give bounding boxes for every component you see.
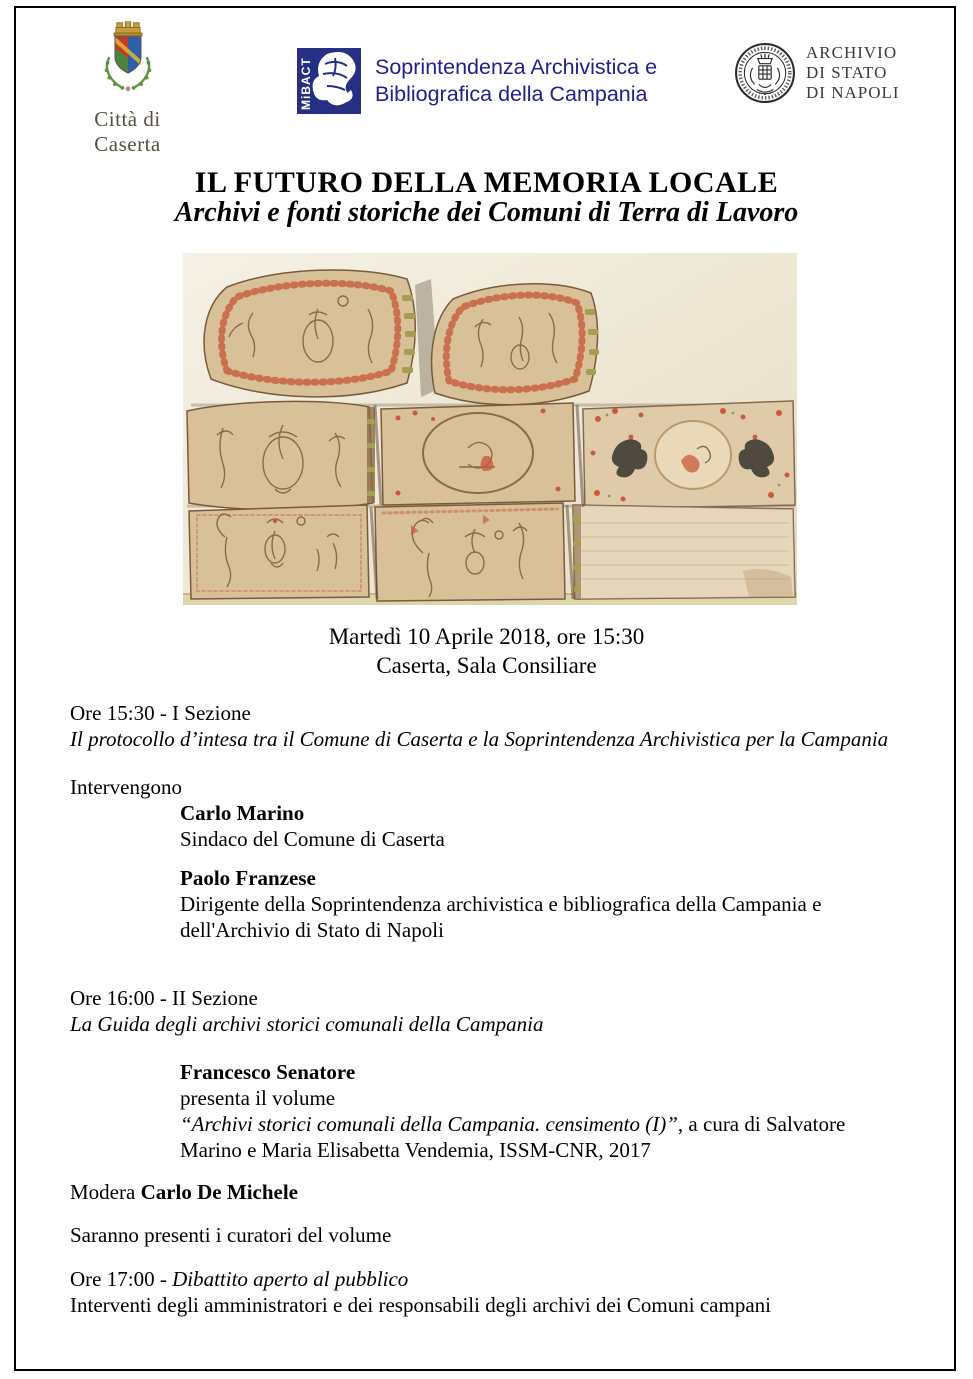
speaker-1-role: Sindaco del Comune di Caserta <box>180 827 445 851</box>
speaker-2 <box>180 865 906 943</box>
book-top-right <box>432 284 599 405</box>
archivio-di-stato-logo <box>734 42 900 104</box>
event-location: Caserta, Sala Consiliare <box>376 653 597 678</box>
archivio-line3: DI NAPOLI <box>806 83 900 102</box>
volume-credits: , a cura di Salvatore Marino e Maria Elisabetta Vendemia, ISSM-CNR, 2017 <box>180 1112 846 1162</box>
book-top-left <box>204 270 416 397</box>
moderator-line <box>70 1179 906 1205</box>
moderator-name: Carlo De Michele <box>140 1180 299 1204</box>
speaker-2-name: Paolo Franzese <box>180 866 316 890</box>
archivio-line1: ARCHIVIO <box>806 43 898 62</box>
mibact-org-name <box>375 54 657 108</box>
book-mid-left <box>187 401 375 509</box>
section-2-topic: La Guida degli archivi storici comunali della Campania <box>70 1012 544 1036</box>
mibact-logo <box>297 48 657 114</box>
event-title: IL FUTURO DELLA MEMORIA LOCALE <box>194 166 779 199</box>
archive-books-photo <box>183 253 797 605</box>
caserta-logo <box>60 20 195 157</box>
section-1-heading: Ore 15:30 - I Sezione <box>70 701 251 725</box>
section-2-heading: Ore 16:00 - II Sezione <box>70 986 258 1010</box>
org-name-line2: Bibliografica della Campania <box>375 82 648 106</box>
archivio-seal-icon <box>734 42 796 104</box>
archivio-label <box>806 43 900 103</box>
mibact-icon <box>297 48 361 114</box>
event-when-block <box>0 622 973 680</box>
speaker-2-role: Dirigente della Soprintendenza archivistica e bibliografica della Campania e dell'Archivio di Stato di Napoli <box>180 892 822 942</box>
section-3-heading <box>70 1266 906 1292</box>
program <box>70 700 906 1318</box>
org-name-line1: Soprintendenza Archivistica e <box>375 55 658 79</box>
volume-line <box>180 1111 906 1163</box>
speaker-1-name: Carlo Marino <box>180 801 305 825</box>
book-mid-right <box>583 401 795 509</box>
intervengono-label: Intervengono <box>70 775 182 799</box>
book-bottom-left <box>189 505 369 599</box>
mibact-acronym: MiBACT <box>299 57 313 110</box>
section-1-topic: Il protocollo d’intesa tra il Comune di Caserta e la Soprintendenza Archivistica per la Campania <box>70 727 889 751</box>
event-subtitle: Archivi e fonti storiche dei Comuni di Terra di Lavoro <box>174 197 799 228</box>
moderator-label: Modera <box>70 1180 141 1204</box>
caserta-label: Città di Caserta <box>94 107 161 156</box>
book-mid-center <box>381 403 575 505</box>
book-bottom-center <box>375 503 565 601</box>
section-3-debate-title: Dibattito aperto al pubblico <box>172 1267 409 1291</box>
caserta-crest-icon <box>78 20 178 100</box>
section-3-detail: Interventi degli amministratori e dei responsabili degli archivi dei Comuni campani <box>70 1293 771 1317</box>
presents-label: presenta il volume <box>180 1086 336 1110</box>
attendance-note: Saranno presenti i curatori del volume <box>70 1223 392 1247</box>
presenter-name: Francesco Senatore <box>180 1060 356 1084</box>
presentation-block <box>180 1059 906 1163</box>
book-bottom-right <box>573 505 795 599</box>
section-3-time: Ore 17:00 - <box>70 1267 173 1291</box>
event-datetime: Martedì 10 Aprile 2018, ore 15:30 <box>328 624 645 649</box>
speaker-1 <box>180 800 906 852</box>
volume-title: “Archivi storici comunali della Campania. censimento (I)” <box>180 1112 678 1136</box>
archivio-line2: DI STATO <box>806 63 888 82</box>
